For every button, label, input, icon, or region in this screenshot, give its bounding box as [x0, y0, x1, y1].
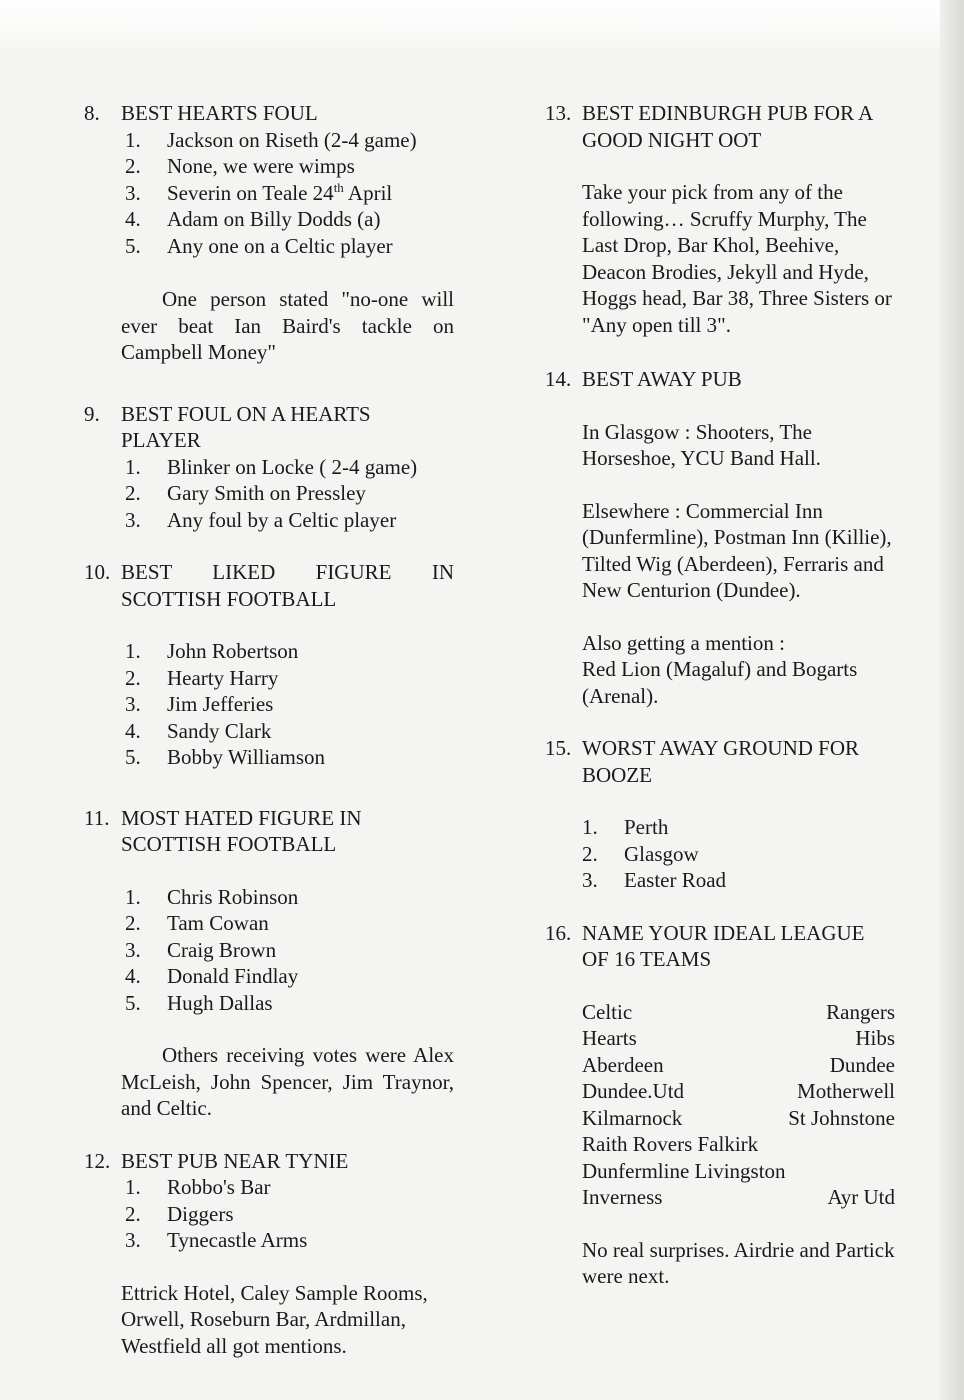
- section-number: 11.: [84, 805, 110, 830]
- item-text: Chris Robinson: [167, 884, 299, 909]
- item-text: Hugh Dallas: [167, 990, 273, 1015]
- list-item: [582, 867, 895, 894]
- section-heading: [545, 735, 895, 788]
- section-number: 8.: [84, 101, 100, 125]
- item-number: 3.: [125, 692, 141, 716]
- item-text: Robbo's Bar: [167, 1175, 271, 1199]
- section-14: [545, 366, 895, 709]
- item-text: Donald Findlay: [167, 964, 299, 988]
- item-number: 3.: [125, 937, 141, 962]
- item-text: Sandy Clark: [167, 718, 272, 743]
- item-number: 3.: [582, 868, 598, 892]
- item-text: Craig Brown: [167, 937, 277, 962]
- list-item: [125, 884, 454, 911]
- league-row: [582, 1184, 895, 1211]
- section-number: 15.: [545, 736, 572, 760]
- item-number: 1.: [125, 639, 141, 663]
- item-number: 2.: [582, 841, 598, 866]
- list-item: [125, 963, 454, 990]
- item-text-end: April: [343, 180, 393, 205]
- item-text: Bobby Williamson: [167, 745, 326, 769]
- mention-label: Also getting a mention :: [582, 630, 785, 655]
- ranked-list: [84, 127, 454, 260]
- section-number: 12.: [84, 1148, 111, 1173]
- item-number: 4.: [125, 718, 141, 743]
- item-text: Jim Jefferies: [167, 692, 274, 716]
- section-number: 14.: [545, 367, 572, 391]
- section-heading: [545, 920, 895, 973]
- team-name: Dundee.Utd: [582, 1079, 685, 1103]
- list-item: [125, 1174, 454, 1201]
- league-row: [582, 1025, 895, 1052]
- list-item: [125, 180, 454, 207]
- team-name: St Johnstone: [788, 1105, 895, 1130]
- section-heading: [84, 559, 454, 612]
- item-text: Gary Smith on Pressley: [167, 481, 366, 505]
- list-item: [125, 990, 454, 1017]
- item-number: 2.: [125, 911, 141, 935]
- section-number: 16.: [545, 920, 572, 945]
- league-row: [582, 1105, 895, 1132]
- list-item: [125, 744, 454, 771]
- team-name: Hearts: [582, 1026, 637, 1050]
- section-title: BEST FOUL ON A HEARTS PLAYER: [121, 401, 371, 452]
- section-quote: "Any open till 3".: [582, 312, 731, 337]
- section-title: BEST HEARTS FOUL: [121, 101, 318, 125]
- team-name: Celtic: [582, 999, 633, 1024]
- section-15: [545, 735, 895, 894]
- list-item: [125, 480, 454, 507]
- team-name: Motherwell: [797, 1079, 895, 1103]
- item-number: 5.: [125, 233, 141, 258]
- section-title: MOST HATED FIGURE IN SCOTTISH FOOTBALL: [121, 805, 362, 856]
- ranked-list: [545, 814, 895, 894]
- list-item: [582, 841, 895, 868]
- section-16: [545, 920, 895, 1290]
- list-item: [582, 814, 895, 841]
- league-row: [582, 999, 895, 1026]
- list-item: [125, 127, 454, 154]
- section-number: 9.: [84, 401, 100, 426]
- item-number: 3.: [125, 180, 141, 205]
- item-number: 2.: [125, 481, 141, 505]
- left-column: [84, 100, 454, 1359]
- section-title: BEST AWAY PUB: [582, 367, 742, 391]
- item-number: 1.: [125, 454, 141, 479]
- item-text: Adam on Billy Dodds (a): [167, 207, 381, 231]
- section-9: [84, 401, 454, 534]
- right-column: [545, 100, 895, 1290]
- item-text: Hearty Harry: [167, 665, 279, 690]
- glasgow-pubs: In Glasgow : Shooters, The Horseshoe, YCU Band Hall.: [582, 419, 821, 470]
- list-item: [125, 454, 454, 481]
- item-number: 1.: [125, 1175, 141, 1199]
- item-text: None, we were wimps: [167, 154, 355, 178]
- section-11: [84, 805, 454, 1122]
- team-name: Aberdeen: [582, 1052, 664, 1077]
- elsewhere-pubs: Elsewhere : Commercial Inn (Dunfermline), Postman Inn (Killie), Tilted Wig (Aberdeen), Ferraris and New Centurion (Dundee).: [582, 498, 892, 602]
- section-note: One person stated "no-one will ever beat Ian Baird's tackle on Campbell Money": [121, 287, 454, 364]
- section-heading: [84, 805, 454, 858]
- item-text: Jackson on Riseth (2-4 game): [167, 127, 417, 152]
- item-number: 2.: [125, 665, 141, 690]
- list-item: [125, 1227, 454, 1254]
- item-text: Any foul by a Celtic player: [167, 507, 397, 532]
- league-table: [545, 999, 895, 1211]
- section-13: [545, 100, 895, 338]
- section-heading: [84, 100, 454, 127]
- item-number: 5.: [125, 990, 141, 1015]
- league-row: [582, 1131, 895, 1158]
- item-number: 5.: [125, 745, 141, 769]
- item-text: Easter Road: [624, 868, 727, 892]
- item-number: 3.: [125, 507, 141, 532]
- list-item: [125, 507, 454, 534]
- item-text: Severin on Teale 24: [167, 180, 334, 205]
- item-text: Any one on a Celtic player: [167, 233, 393, 258]
- section-heading: [545, 100, 895, 153]
- list-item: [125, 1201, 454, 1228]
- item-number: 4.: [125, 207, 141, 231]
- list-item: [125, 638, 454, 665]
- item-number: 2.: [125, 1201, 141, 1226]
- section-title: BEST EDINBURGH PUB FOR A GOOD NIGHT OOT: [582, 101, 873, 152]
- section-heading: [545, 366, 895, 393]
- mention-pubs: Red Lion (Magaluf) and Bogarts (Arenal).: [582, 657, 858, 708]
- list-item: [125, 937, 454, 964]
- section-heading: [84, 1148, 454, 1175]
- item-number: 3.: [125, 1228, 141, 1252]
- league-row: [582, 1078, 895, 1105]
- list-item: [125, 153, 454, 180]
- league-row: [582, 1158, 895, 1185]
- item-text: Perth: [624, 815, 669, 839]
- item-text: John Robertson: [167, 639, 299, 663]
- list-item: [125, 718, 454, 745]
- ranked-list: [84, 638, 454, 771]
- team-name: Rangers: [826, 999, 895, 1024]
- section-title: NAME YOUR IDEAL LEAGUE OF 16 TEAMS: [582, 920, 865, 971]
- ranked-list: [84, 454, 454, 534]
- team-name: Dundee: [829, 1052, 895, 1077]
- section-heading: [84, 401, 454, 454]
- team-name: Kilmarnock: [582, 1105, 683, 1130]
- section-title: BEST LIKED FIGURE IN SCOTTISH FOOTBALL: [121, 560, 454, 611]
- section-12: [84, 1148, 454, 1360]
- section-title: BEST PUB NEAR TYNIE: [121, 1148, 349, 1173]
- team-name: Dunfermline Livingston: [582, 1158, 786, 1183]
- scan-top-edge: [0, 0, 964, 48]
- item-number: 2.: [125, 154, 141, 178]
- team-name: Ayr Utd: [827, 1185, 895, 1209]
- section-number: 10.: [84, 560, 111, 584]
- section-note: Ettrick Hotel, Caley Sample Rooms, Orwell, Roseburn Bar, Ardmillan, Westfield all got mentions.: [121, 1280, 428, 1358]
- scan-binding-edge: [940, 0, 964, 1400]
- item-text: Glasgow: [624, 841, 699, 866]
- item-text: Blinker on Locke ( 2-4 game): [167, 454, 418, 479]
- list-item: [125, 691, 454, 718]
- team-name: Hibs: [855, 1026, 895, 1050]
- item-text: Diggers: [167, 1201, 234, 1226]
- ranked-list: [84, 1174, 454, 1254]
- list-item: [125, 206, 454, 233]
- item-number: 1.: [125, 127, 141, 152]
- ordinal-suffix: th: [333, 179, 344, 195]
- ranked-list: [84, 884, 454, 1017]
- item-number: 1.: [125, 884, 141, 909]
- item-text: Tynecastle Arms: [167, 1228, 308, 1252]
- league-row: [582, 1052, 895, 1079]
- team-name: Inverness: [582, 1185, 663, 1209]
- list-item: [125, 665, 454, 692]
- item-number: 1.: [582, 815, 598, 839]
- list-item: [125, 910, 454, 937]
- list-item: [125, 233, 454, 260]
- section-note: No real surprises. Airdrie and Partick were next.: [582, 1237, 895, 1288]
- section-body: Take your pick from any of the following… Scruffy Murphy, The Last Drop, Bar Khol, Beehive, Deacon Brodies, Jekyll and Hyde, Hoggs head, Bar 38, Three Sisters or: [582, 180, 892, 310]
- item-text: Tam Cowan: [167, 911, 269, 935]
- section-10: [84, 559, 454, 771]
- section-title: WORST AWAY GROUND FOR BOOZE: [582, 736, 859, 787]
- item-number: 4.: [125, 964, 141, 988]
- section-8: [84, 100, 454, 366]
- team-name: Raith Rovers Falkirk: [582, 1132, 759, 1156]
- section-number: 13.: [545, 101, 572, 125]
- section-note: Others receiving votes were Alex McLeish, John Spencer, Jim Traynor, and Celtic.: [121, 1043, 454, 1120]
